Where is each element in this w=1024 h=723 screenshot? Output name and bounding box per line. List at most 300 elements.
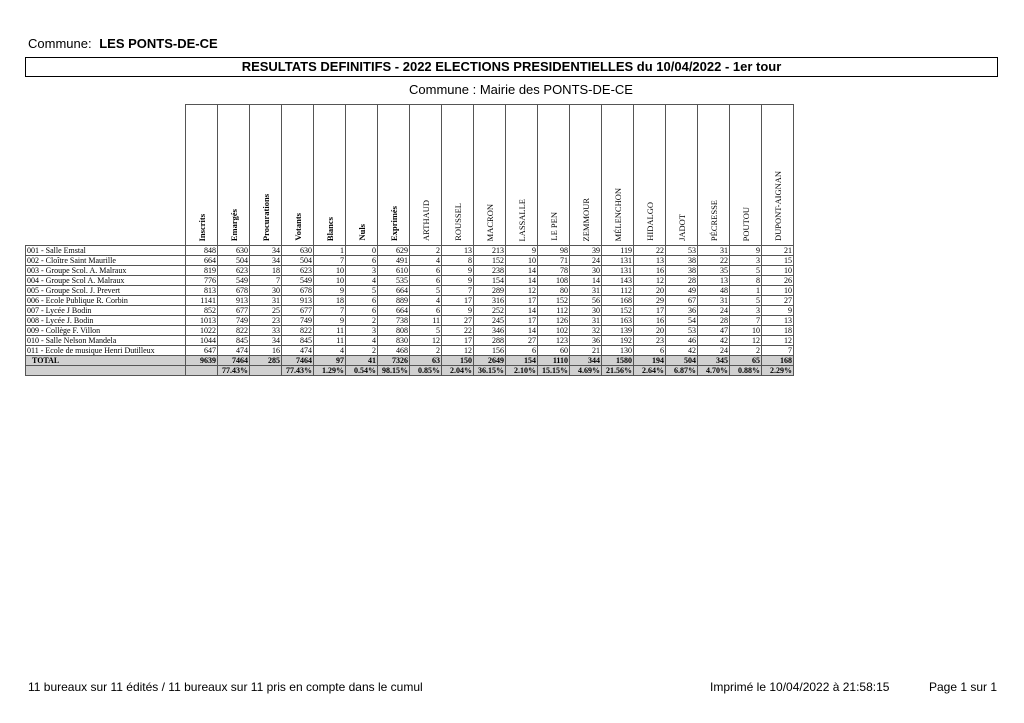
total-cell: 344 — [570, 356, 602, 366]
value-cell: 5 — [410, 286, 442, 296]
results-table — [25, 104, 794, 376]
value-cell: 2 — [730, 346, 762, 356]
percentage-cell: 4.70% — [698, 366, 730, 376]
table-row — [26, 296, 794, 306]
value-cell: 131 — [602, 256, 634, 266]
column-header — [346, 105, 378, 246]
column-header — [314, 105, 346, 246]
value-cell: 504 — [218, 256, 250, 266]
value-cell: 238 — [474, 266, 506, 276]
commune-label: Commune: — [28, 36, 92, 51]
total-cell: 2649 — [474, 356, 506, 366]
value-cell: 33 — [250, 326, 282, 336]
total-cell: 7326 — [378, 356, 410, 366]
value-cell: 12 — [634, 276, 666, 286]
value-cell: 2 — [410, 246, 442, 256]
value-cell: 889 — [378, 296, 410, 306]
value-cell: 42 — [666, 346, 698, 356]
bureau-name: 009 - Collège F. Villon — [26, 326, 186, 336]
value-cell: 108 — [538, 276, 570, 286]
bureau-name: 011 - Ecole de musique Henri Dutilleux — [26, 346, 186, 356]
value-cell: 20 — [634, 286, 666, 296]
percentage-cell — [250, 366, 282, 376]
column-header — [186, 105, 218, 246]
value-cell: 154 — [474, 276, 506, 286]
value-cell: 163 — [602, 316, 634, 326]
total-cell: 65 — [730, 356, 762, 366]
value-cell: 3 — [730, 306, 762, 316]
value-cell: 6 — [410, 306, 442, 316]
value-cell: 630 — [218, 246, 250, 256]
value-cell: 14 — [570, 276, 602, 286]
commune-value: LES PONTS-DE-CE — [99, 36, 218, 51]
value-cell: 288 — [474, 336, 506, 346]
table-row — [26, 246, 794, 256]
value-cell: 16 — [250, 346, 282, 356]
value-cell: 2 — [346, 316, 378, 326]
value-cell: 9 — [314, 286, 346, 296]
value-cell: 549 — [282, 276, 314, 286]
value-cell: 130 — [602, 346, 634, 356]
bureau-name: 001 - Salle Emstal — [26, 246, 186, 256]
column-header-label: Procurations — [260, 193, 271, 241]
value-cell: 28 — [666, 276, 698, 286]
value-cell: 17 — [442, 296, 474, 306]
bureau-name: 008 - Lycée J. Bodin — [26, 316, 186, 326]
value-cell: 12 — [762, 336, 794, 346]
percentage-cell: 0.85% — [410, 366, 442, 376]
value-cell: 31 — [250, 296, 282, 306]
value-cell: 29 — [634, 296, 666, 306]
value-cell: 213 — [474, 246, 506, 256]
value-cell: 6 — [346, 256, 378, 266]
value-cell: 346 — [474, 326, 506, 336]
bureau-name: 004 - Groupe Scol A. Malraux — [26, 276, 186, 286]
value-cell: 18 — [314, 296, 346, 306]
percentage-cell: 77.43% — [282, 366, 314, 376]
value-cell: 46 — [666, 336, 698, 346]
commune-header — [28, 36, 218, 51]
column-header-label: LASSALLE — [516, 198, 527, 241]
value-cell: 813 — [186, 286, 218, 296]
total-cell: 150 — [442, 356, 474, 366]
value-cell: 12 — [506, 286, 538, 296]
value-cell: 78 — [538, 266, 570, 276]
value-cell: 10 — [762, 266, 794, 276]
column-header-label: LE PEN — [548, 212, 559, 241]
value-cell: 23 — [250, 316, 282, 326]
value-cell: 27 — [506, 336, 538, 346]
value-cell: 25 — [250, 306, 282, 316]
value-cell: 126 — [538, 316, 570, 326]
value-cell: 22 — [634, 246, 666, 256]
value-cell: 14 — [506, 266, 538, 276]
value-cell: 830 — [378, 336, 410, 346]
value-cell: 4 — [314, 346, 346, 356]
value-cell: 112 — [538, 306, 570, 316]
value-cell: 30 — [250, 286, 282, 296]
value-cell: 738 — [378, 316, 410, 326]
value-cell: 42 — [698, 336, 730, 346]
column-header — [250, 105, 282, 246]
percentage-cell: 98.15% — [378, 366, 410, 376]
value-cell: 24 — [698, 306, 730, 316]
value-cell: 8 — [730, 276, 762, 286]
value-cell: 10 — [314, 276, 346, 286]
column-header — [218, 105, 250, 246]
value-cell: 152 — [602, 306, 634, 316]
percentage-cell: 15.15% — [538, 366, 570, 376]
total-cell: 154 — [506, 356, 538, 366]
value-cell: 5 — [730, 296, 762, 306]
value-cell: 677 — [282, 306, 314, 316]
value-cell: 549 — [218, 276, 250, 286]
value-cell: 623 — [282, 266, 314, 276]
column-header — [538, 105, 570, 246]
value-cell: 143 — [602, 276, 634, 286]
percentage-cell: 2.29% — [762, 366, 794, 376]
value-cell: 7 — [314, 256, 346, 266]
value-cell: 845 — [282, 336, 314, 346]
value-cell: 48 — [698, 286, 730, 296]
value-cell: 22 — [442, 326, 474, 336]
value-cell: 3 — [730, 256, 762, 266]
value-cell: 17 — [442, 336, 474, 346]
bureau-name: 006 - Ecole Publique R. Corbin — [26, 296, 186, 306]
value-cell: 5 — [346, 286, 378, 296]
value-cell: 11 — [410, 316, 442, 326]
value-cell: 112 — [602, 286, 634, 296]
value-cell: 4 — [410, 256, 442, 266]
total-cell: 7464 — [218, 356, 250, 366]
footer-print-date: Imprimé le 10/04/2022 à 21:58:15 — [710, 680, 890, 694]
value-cell: 5 — [410, 326, 442, 336]
column-header-label: Votants — [292, 213, 303, 241]
total-row — [26, 356, 794, 366]
value-cell: 623 — [218, 266, 250, 276]
value-cell: 474 — [282, 346, 314, 356]
value-cell: 6 — [346, 306, 378, 316]
total-cell: 63 — [410, 356, 442, 366]
column-header — [570, 105, 602, 246]
column-header — [698, 105, 730, 246]
bureau-name: 002 - Cloître Saint Maurille — [26, 256, 186, 266]
column-header — [506, 105, 538, 246]
report-subtitle: Commune : Mairie des PONTS-DE-CE — [409, 82, 633, 97]
value-cell: 152 — [538, 296, 570, 306]
value-cell: 749 — [282, 316, 314, 326]
value-cell: 71 — [538, 256, 570, 266]
value-cell: 7 — [730, 316, 762, 326]
table-row — [26, 276, 794, 286]
value-cell: 31 — [570, 316, 602, 326]
value-cell: 27 — [762, 296, 794, 306]
total-cell: 41 — [346, 356, 378, 366]
value-cell: 822 — [218, 326, 250, 336]
column-header — [634, 105, 666, 246]
total-cell: 7464 — [282, 356, 314, 366]
value-cell: 11 — [314, 326, 346, 336]
value-cell: 3 — [346, 266, 378, 276]
value-cell: 31 — [698, 296, 730, 306]
value-cell: 53 — [666, 326, 698, 336]
value-cell: 98 — [538, 246, 570, 256]
table-row — [26, 326, 794, 336]
percentage-cell: 1.29% — [314, 366, 346, 376]
value-cell: 49 — [666, 286, 698, 296]
value-cell: 6 — [634, 346, 666, 356]
total-cell: 194 — [634, 356, 666, 366]
column-header-label: Blancs — [324, 216, 335, 241]
value-cell: 38 — [666, 266, 698, 276]
value-cell: 2 — [410, 346, 442, 356]
value-cell: 6 — [506, 346, 538, 356]
column-header-label: JADOT — [676, 214, 687, 241]
value-cell: 18 — [250, 266, 282, 276]
column-header-label: ZEMMOUR — [580, 197, 591, 241]
percentage-label — [26, 366, 186, 376]
value-cell: 34 — [250, 336, 282, 346]
table-row — [26, 346, 794, 356]
column-header-label: DUPONT-AIGNAN — [772, 170, 783, 241]
percentage-cell: 0.88% — [730, 366, 762, 376]
total-cell: 1110 — [538, 356, 570, 366]
value-cell: 848 — [186, 246, 218, 256]
value-cell: 36 — [570, 336, 602, 346]
value-cell: 30 — [570, 306, 602, 316]
value-cell: 9 — [442, 306, 474, 316]
column-header-label: HIDALGO — [644, 202, 655, 241]
value-cell: 152 — [474, 256, 506, 266]
value-cell: 7 — [442, 286, 474, 296]
value-cell: 30 — [570, 266, 602, 276]
bureau-name: 005 - Groupe Scol. J. Prevert — [26, 286, 186, 296]
value-cell: 67 — [666, 296, 698, 306]
column-header-label: ARTHAUD — [420, 199, 431, 241]
value-cell: 9 — [442, 276, 474, 286]
value-cell: 9 — [442, 266, 474, 276]
value-cell: 678 — [282, 286, 314, 296]
value-cell: 1 — [314, 246, 346, 256]
value-cell: 289 — [474, 286, 506, 296]
value-cell: 7 — [250, 276, 282, 286]
value-cell: 819 — [186, 266, 218, 276]
value-cell: 15 — [762, 256, 794, 266]
bureau-header-cell — [26, 105, 186, 246]
value-cell: 245 — [474, 316, 506, 326]
value-cell: 749 — [218, 316, 250, 326]
value-cell: 14 — [506, 326, 538, 336]
total-cell: 97 — [314, 356, 346, 366]
total-cell: 345 — [698, 356, 730, 366]
value-cell: 1 — [730, 286, 762, 296]
value-cell: 10 — [506, 256, 538, 266]
value-cell: 36 — [666, 306, 698, 316]
value-cell: 1022 — [186, 326, 218, 336]
value-cell: 20 — [634, 326, 666, 336]
column-header — [666, 105, 698, 246]
value-cell: 23 — [634, 336, 666, 346]
value-cell: 664 — [378, 306, 410, 316]
bureau-name: 003 - Groupe Scol. A. Malraux — [26, 266, 186, 276]
bureau-name: 010 - Salle Nelson Mandela — [26, 336, 186, 346]
value-cell: 14 — [506, 276, 538, 286]
value-cell: 913 — [218, 296, 250, 306]
value-cell: 131 — [602, 266, 634, 276]
value-cell: 38 — [666, 256, 698, 266]
value-cell: 32 — [570, 326, 602, 336]
value-cell: 10 — [762, 286, 794, 296]
value-cell: 13 — [634, 256, 666, 266]
value-cell: 7 — [314, 306, 346, 316]
value-cell: 474 — [218, 346, 250, 356]
value-cell: 102 — [538, 326, 570, 336]
value-cell: 16 — [634, 316, 666, 326]
value-cell: 13 — [762, 316, 794, 326]
value-cell: 10 — [730, 326, 762, 336]
value-cell: 4 — [410, 296, 442, 306]
value-cell: 22 — [698, 256, 730, 266]
value-cell: 7 — [762, 346, 794, 356]
column-header — [282, 105, 314, 246]
table-body — [26, 246, 794, 376]
column-header-label: Inscrits — [196, 213, 207, 241]
value-cell: 6 — [410, 276, 442, 286]
column-header-label: ROUSSEL — [452, 203, 463, 241]
bureau-name: 007 - Lycée J Bodin — [26, 306, 186, 316]
value-cell: 56 — [570, 296, 602, 306]
percentage-row — [26, 366, 794, 376]
value-cell: 9 — [314, 316, 346, 326]
value-cell: 31 — [698, 246, 730, 256]
value-cell: 0 — [346, 246, 378, 256]
percentage-cell: 36.15% — [474, 366, 506, 376]
footer-page-number: Page 1 sur 1 — [929, 680, 998, 694]
value-cell: 168 — [602, 296, 634, 306]
value-cell: 1044 — [186, 336, 218, 346]
value-cell: 3 — [346, 326, 378, 336]
table-row — [26, 256, 794, 266]
value-cell: 27 — [442, 316, 474, 326]
percentage-cell: 0.54% — [346, 366, 378, 376]
percentage-cell: 2.10% — [506, 366, 538, 376]
value-cell: 156 — [474, 346, 506, 356]
percentage-cell: 2.04% — [442, 366, 474, 376]
column-header — [410, 105, 442, 246]
table-header-row — [26, 105, 794, 246]
value-cell: 677 — [218, 306, 250, 316]
table-row — [26, 306, 794, 316]
value-cell: 192 — [602, 336, 634, 346]
value-cell: 4 — [346, 336, 378, 346]
table-row — [26, 286, 794, 296]
percentage-cell: 2.64% — [634, 366, 666, 376]
value-cell: 610 — [378, 266, 410, 276]
value-cell: 491 — [378, 256, 410, 266]
percentage-cell: 4.69% — [570, 366, 602, 376]
value-cell: 776 — [186, 276, 218, 286]
total-cell: 285 — [250, 356, 282, 366]
value-cell: 18 — [762, 326, 794, 336]
value-cell: 647 — [186, 346, 218, 356]
value-cell: 47 — [698, 326, 730, 336]
value-cell: 630 — [282, 246, 314, 256]
value-cell: 17 — [634, 306, 666, 316]
value-cell: 31 — [570, 286, 602, 296]
value-cell: 34 — [250, 246, 282, 256]
value-cell: 808 — [378, 326, 410, 336]
value-cell: 80 — [538, 286, 570, 296]
column-header-label: PÉCRESSE — [708, 199, 719, 241]
column-header-label: POUTOU — [740, 206, 751, 241]
value-cell: 21 — [762, 246, 794, 256]
column-header-label: Nuls — [356, 224, 367, 241]
column-header — [442, 105, 474, 246]
total-cell: 1580 — [602, 356, 634, 366]
value-cell: 39 — [570, 246, 602, 256]
value-cell: 12 — [442, 346, 474, 356]
percentage-cell: 21.56% — [602, 366, 634, 376]
table-row — [26, 266, 794, 276]
value-cell: 4 — [346, 276, 378, 286]
table-row — [26, 316, 794, 326]
footer-summary: 11 bureaux sur 11 édités / 11 bureaux sur 11 pris en compte dans le cumul — [28, 680, 423, 694]
value-cell: 60 — [538, 346, 570, 356]
value-cell: 13 — [442, 246, 474, 256]
value-cell: 21 — [570, 346, 602, 356]
percentage-cell: 77.43% — [218, 366, 250, 376]
value-cell: 10 — [314, 266, 346, 276]
value-cell: 12 — [730, 336, 762, 346]
value-cell: 17 — [506, 296, 538, 306]
value-cell: 24 — [698, 346, 730, 356]
value-cell: 16 — [634, 266, 666, 276]
value-cell: 28 — [698, 316, 730, 326]
percentage-cell — [186, 366, 218, 376]
value-cell: 24 — [570, 256, 602, 266]
table-row — [26, 336, 794, 346]
value-cell: 1013 — [186, 316, 218, 326]
total-cell: 9639 — [186, 356, 218, 366]
report-title: RESULTATS DEFINITIFS - 2022 ELECTIONS PRESIDENTIELLES du 10/04/2022 - 1er tour — [25, 57, 998, 77]
column-header — [730, 105, 762, 246]
value-cell: 13 — [698, 276, 730, 286]
total-cell: 504 — [666, 356, 698, 366]
value-cell: 35 — [698, 266, 730, 276]
column-header — [762, 105, 794, 246]
column-header-label: Exprimés — [388, 206, 399, 241]
value-cell: 6 — [346, 296, 378, 306]
value-cell: 664 — [186, 256, 218, 266]
value-cell: 34 — [250, 256, 282, 266]
column-header — [602, 105, 634, 246]
total-label: TOTAL — [26, 356, 186, 366]
value-cell: 316 — [474, 296, 506, 306]
percentage-cell: 6.87% — [666, 366, 698, 376]
value-cell: 12 — [410, 336, 442, 346]
value-cell: 119 — [602, 246, 634, 256]
value-cell: 629 — [378, 246, 410, 256]
value-cell: 822 — [282, 326, 314, 336]
value-cell: 5 — [730, 266, 762, 276]
value-cell: 468 — [378, 346, 410, 356]
value-cell: 664 — [378, 286, 410, 296]
column-header-label: Emargés — [228, 208, 239, 241]
value-cell: 123 — [538, 336, 570, 346]
total-cell: 168 — [762, 356, 794, 366]
value-cell: 53 — [666, 246, 698, 256]
value-cell: 17 — [506, 316, 538, 326]
